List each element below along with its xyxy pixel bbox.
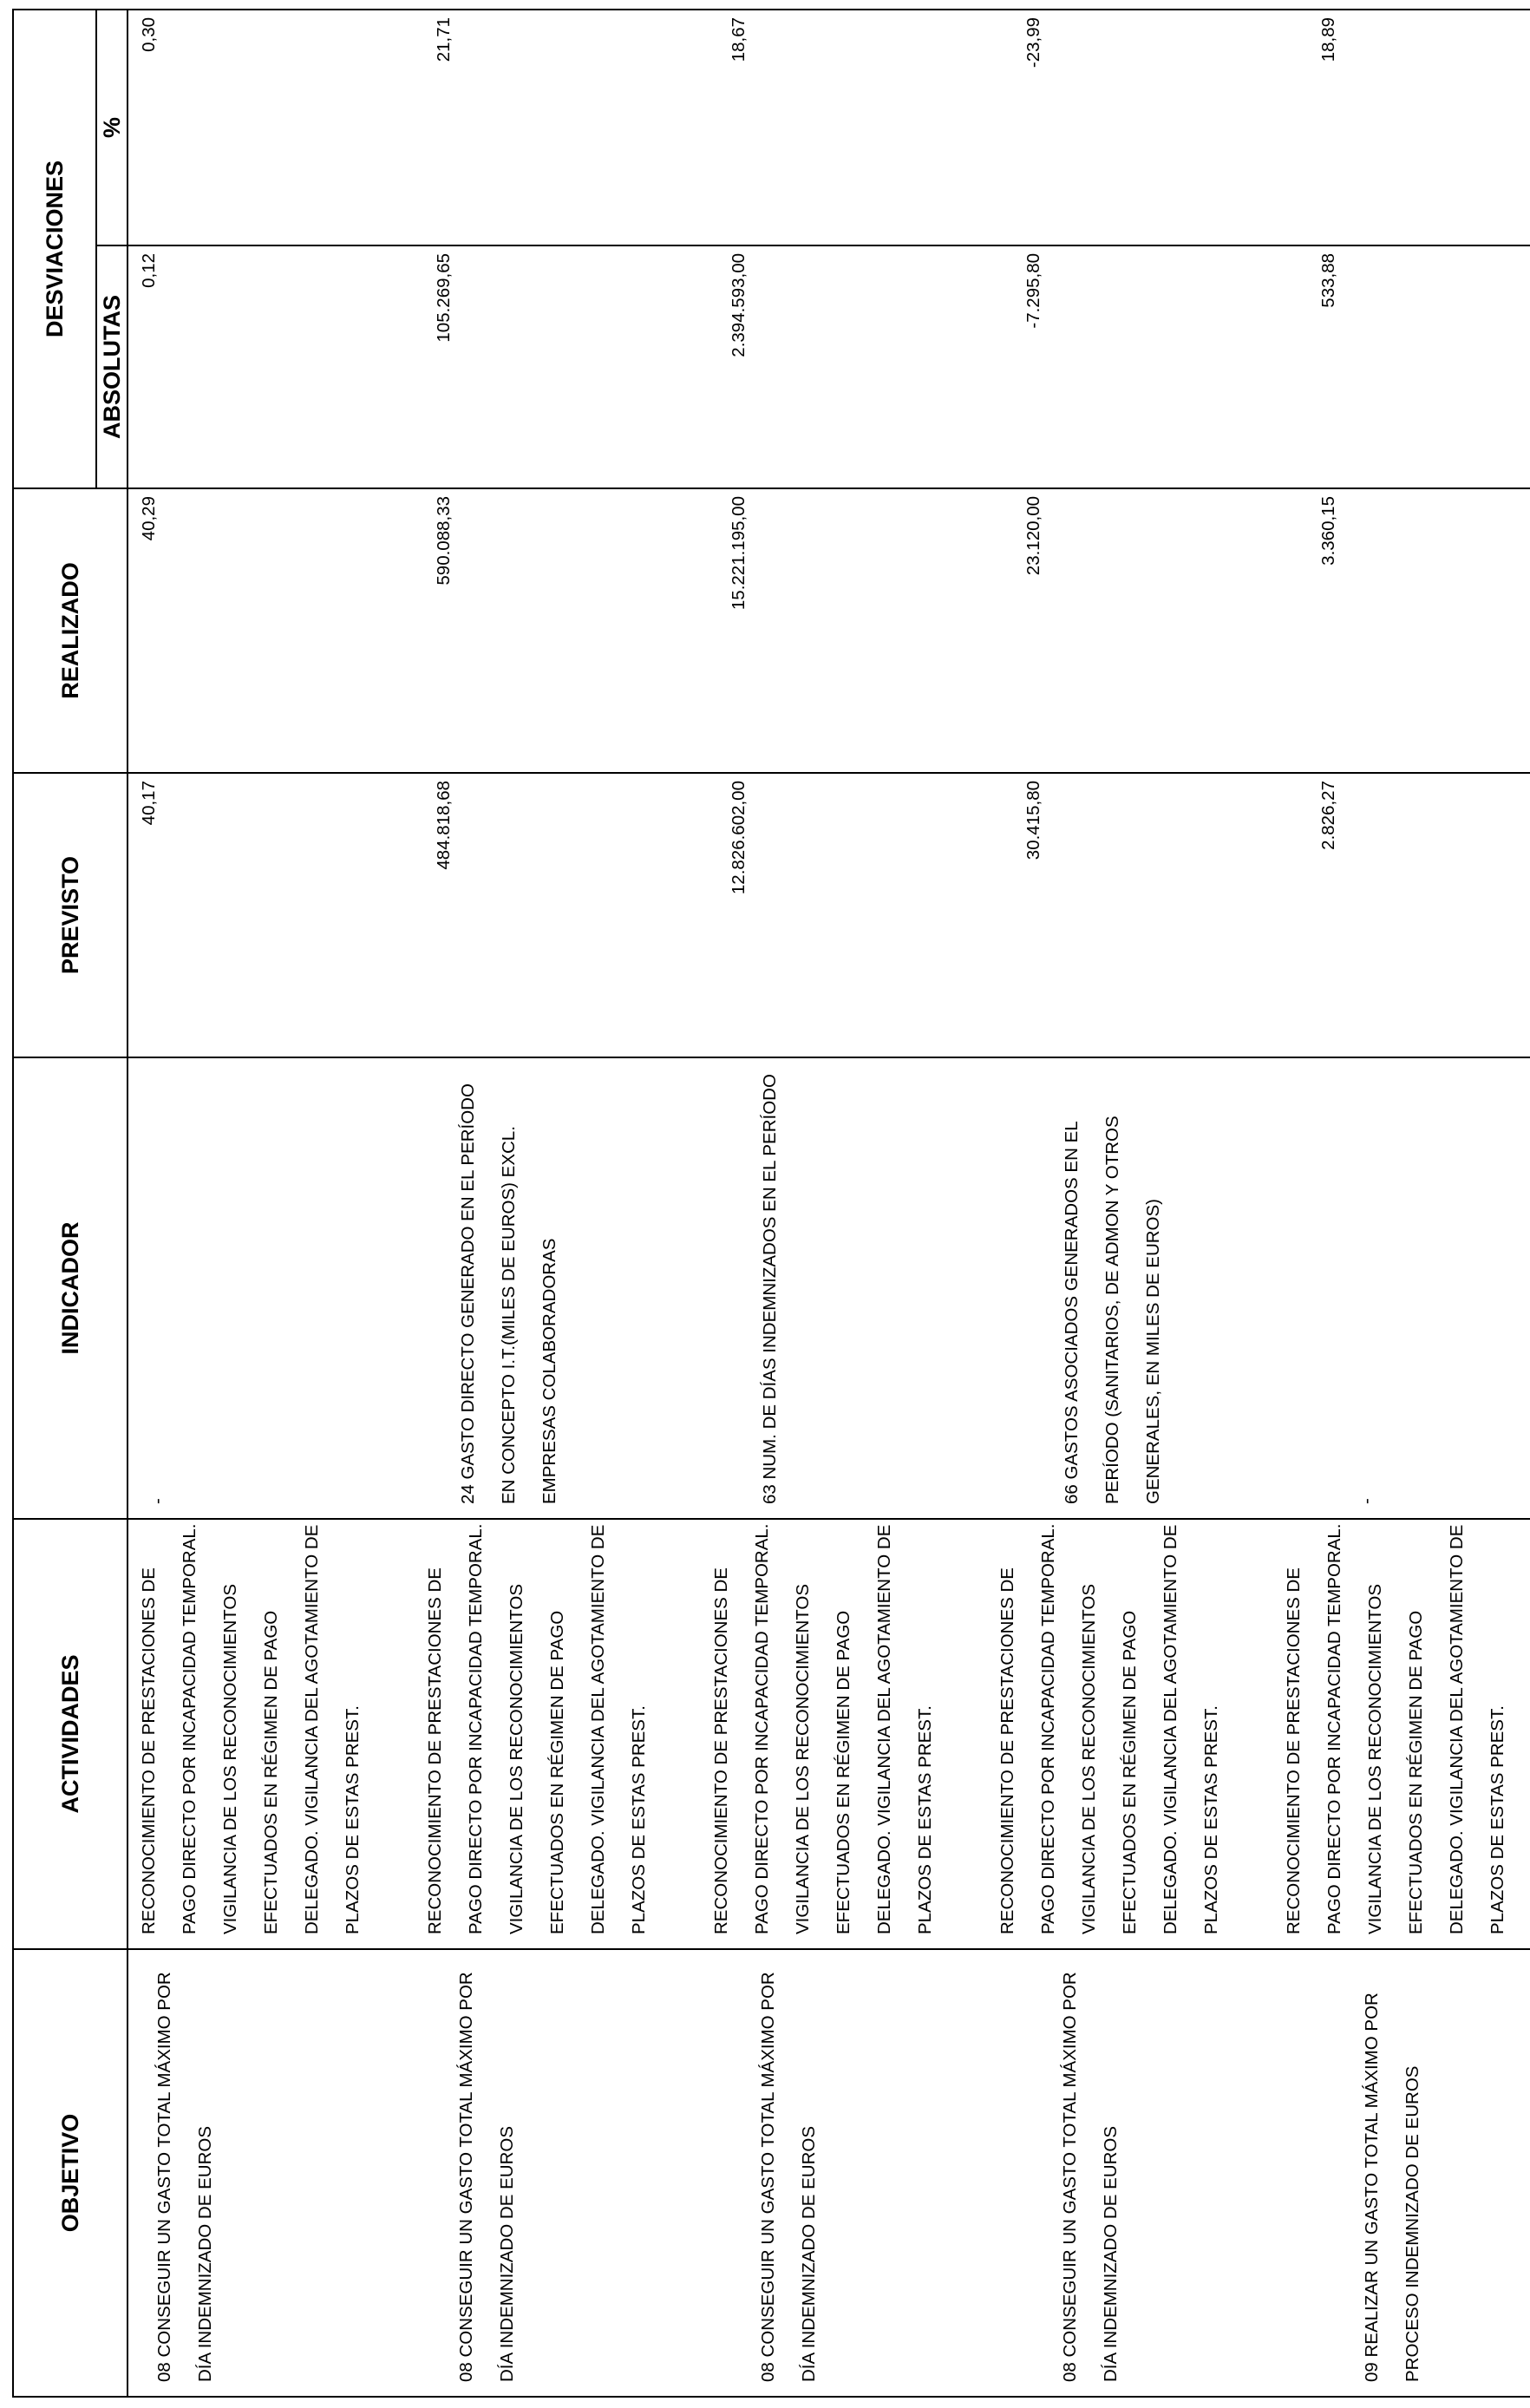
absolutas-column — [128, 245, 1530, 488]
realizado-cell: 40,29 — [139, 496, 159, 541]
indicador-cell: - — [147, 1498, 167, 1504]
absolutas-cell: 2.394.593,00 — [729, 253, 749, 357]
previsto-cell: 30.415,80 — [1023, 781, 1043, 860]
actividad-cell: RECONOCIMIENTO DE PRESTACIONES DE PAGO DIRECTO POR INCAPACIDAD TEMPORAL. VIGILANCIA DE LOS RECONOCIMIENTOS EFECTUADOS EN RÉGIMEN DE PAGO DELEGADO. VIGILANCIA DEL AGOTAMIENTO DE PLAZOS DE ESTAS PREST. — [425, 1523, 649, 1934]
porcentaje-cell: 18,89 — [1318, 16, 1338, 62]
porcentaje-cell: 18,67 — [729, 16, 749, 62]
header-previsto: PREVISTO — [13, 773, 128, 1057]
porcentaje-cell: -23,99 — [1023, 16, 1043, 69]
actividad-cell: RECONOCIMIENTO DE PRESTACIONES DE PAGO DIRECTO POR INCAPACIDAD TEMPORAL. VIGILANCIA DE LOS RECONOCIMIENTOS EFECTUADOS EN RÉGIMEN DE PAGO DELEGADO. VIGILANCIA DEL AGOTAMIENTO DE PLAZOS DE ESTAS PREST. — [1284, 1523, 1507, 1934]
objetivo-cell: 09 REALIZAR UN GASTO TOTAL MÁXIMO POR PROCESO INDEMNIZADO DE EUROS — [1362, 1992, 1422, 2382]
objetivo-cell: 08 CONSEGUIR UN GASTO TOTAL MÁXIMO POR DÍA INDEMNIZADO DE EUROS — [154, 1972, 215, 2382]
indicador-cell: 24 GASTO DIRECTO GENERADO EN EL PERÍODO EN CONCEPTO I.T.(MILES DE EUROS) EXCL. EMPRESAS COLABORADORAS — [458, 1083, 559, 1504]
indicador-cell: - — [1357, 1498, 1376, 1504]
porcentaje-cell: 0,30 — [139, 16, 159, 52]
objetivo-cell: 08 CONSEGUIR UN GASTO TOTAL MÁXIMO POR DÍA INDEMNIZADO DE EUROS — [1060, 1972, 1121, 2382]
objetivo-column — [128, 1949, 1530, 2397]
absolutas-cell: -7.295,80 — [1023, 253, 1043, 329]
header-desviaciones: DESVIACIONES — [13, 10, 96, 488]
objectives-table — [12, 9, 1530, 2398]
header-row-top — [13, 10, 96, 2397]
realizado-cell: 590.088,33 — [434, 496, 454, 586]
objetivo-cell: 08 CONSEGUIR UN GASTO TOTAL MÁXIMO POR DÍA INDEMNIZADO DE EUROS — [758, 1972, 819, 2382]
actividad-cell: RECONOCIMIENTO DE PRESTACIONES DE PAGO DIRECTO POR INCAPACIDAD TEMPORAL. VIGILANCIA DE LOS RECONOCIMIENTOS EFECTUADOS EN RÉGIMEN DE PAGO DELEGADO. VIGILANCIA DEL AGOTAMIENTO DE PLAZOS DE ESTAS PREST. — [997, 1523, 1221, 1934]
objetivo-cell: 08 CONSEGUIR UN GASTO TOTAL MÁXIMO POR DÍA INDEMNIZADO DE EUROS — [456, 1972, 517, 2382]
header-objetivo: OBJETIVO — [13, 1949, 128, 2397]
header-porcentaje: % — [96, 10, 128, 245]
previsto-column — [128, 773, 1530, 1057]
header-realizado: REALIZADO — [13, 488, 128, 773]
realizado-cell: 23.120,00 — [1023, 496, 1043, 576]
header-actividades: ACTIVIDADES — [13, 1519, 128, 1949]
indicador-cell: 63 NUM. DE DÍAS INDEMNIZADOS EN EL PERÍODO — [760, 1074, 780, 1504]
porcentaje-cell: 21,71 — [434, 16, 454, 62]
previsto-cell: 2.826,27 — [1318, 781, 1338, 850]
table-body-row — [128, 10, 1530, 2397]
header-absolutas: ABSOLUTAS — [96, 245, 128, 488]
indicador-column — [128, 1057, 1530, 1519]
actividades-column — [128, 1519, 1530, 1949]
realizado-cell: 3.360,15 — [1318, 496, 1338, 566]
indicador-cell: 66 GASTOS ASOCIADOS GENERADOS EN EL PERÍODO (SANITARIOS, DE ADMON Y OTROS GENERALES, EN MILES DE EUROS) — [1062, 1116, 1163, 1504]
actividad-cell: RECONOCIMIENTO DE PRESTACIONES DE PAGO DIRECTO POR INCAPACIDAD TEMPORAL. VIGILANCIA DE LOS RECONOCIMIENTOS EFECTUADOS EN RÉGIMEN DE PAGO DELEGADO. VIGILANCIA DEL AGOTAMIENTO DE PLAZOS DE ESTAS PREST. — [711, 1523, 935, 1934]
actividad-cell: RECONOCIMIENTO DE PRESTACIONES DE PAGO DIRECTO POR INCAPACIDAD TEMPORAL. VIGILANCIA DE LOS RECONOCIMIENTOS EFECTUADOS EN RÉGIMEN DE PAGO DELEGADO. VIGILANCIA DEL AGOTAMIENTO DE PLAZOS DE ESTAS PREST. — [139, 1523, 363, 1934]
absolutas-cell: 533,88 — [1318, 253, 1338, 308]
realizado-cell: 15.221.195,00 — [729, 496, 749, 611]
header-indicador: INDICADOR — [13, 1057, 128, 1519]
absolutas-cell: 0,12 — [139, 253, 159, 288]
previsto-cell: 484.818,68 — [434, 781, 454, 870]
previsto-cell: 40,17 — [139, 781, 159, 826]
porcentaje-column — [128, 10, 1530, 245]
realizado-column — [128, 488, 1530, 773]
previsto-cell: 12.826.602,00 — [729, 781, 749, 895]
absolutas-cell: 105.269,65 — [434, 253, 454, 343]
